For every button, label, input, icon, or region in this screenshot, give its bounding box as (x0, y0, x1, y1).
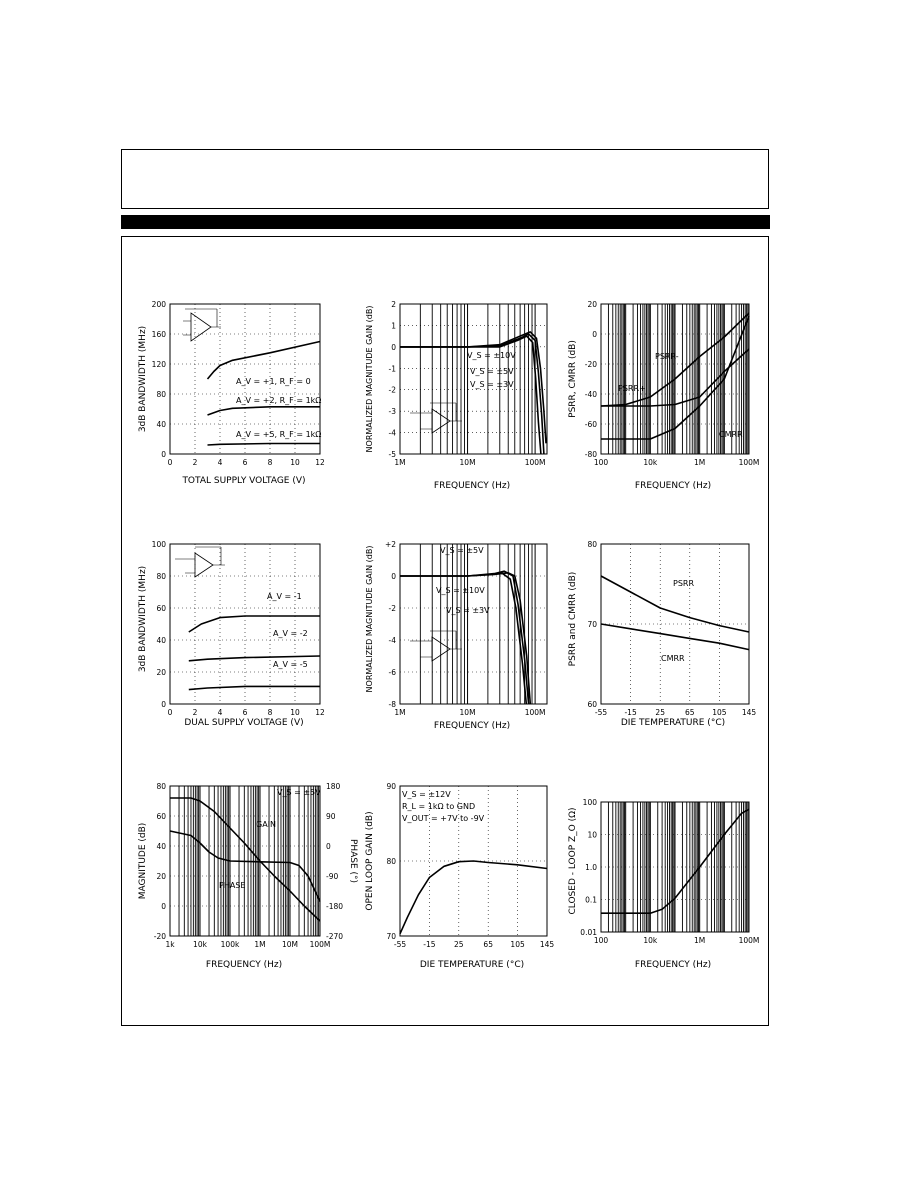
y2-tick-label: -90 (326, 872, 339, 881)
annotation-psrr: PSRR (673, 579, 695, 588)
x-tick-label: 10 (290, 458, 300, 467)
y-tick-label: 120 (151, 360, 166, 369)
y-tick-label: 40 (156, 636, 166, 645)
x-tick-label: 1k (165, 940, 175, 949)
header-box (121, 149, 769, 209)
x-tick-label: 65 (483, 940, 493, 949)
x-axis-label: TOTAL SUPPLY VOLTAGE (V) (182, 476, 306, 486)
annotation-cmrr: CMRR (661, 654, 685, 663)
x-tick-label: 100M (309, 940, 331, 949)
y-axis-label: NORMALIZED MAGNITUDE GAIN (dB) (365, 305, 374, 453)
annotation-rl: R_L = 1kΩ to GND (402, 802, 476, 811)
chart-gain-vs-frequency-supply (360, 295, 565, 495)
x-tick-label: 100 (593, 458, 609, 467)
series-line-3 (208, 444, 321, 446)
x-tick-label: 6 (242, 458, 248, 467)
annotation-gain: GAIN (256, 820, 277, 829)
annotation-av2: A_V = +2, R_F = 1kΩ (236, 396, 322, 405)
y-tick-label: 20 (156, 668, 166, 677)
x-tick-label: 2 (192, 708, 198, 717)
x-tick-label: 25 (655, 708, 665, 717)
y-tick-label: 70 (386, 932, 396, 941)
chart-bandwidth-vs-total-supply (133, 295, 338, 495)
annotation-av-1: A_V = -1 (267, 592, 302, 601)
annotation-psrr-plus: PSRR+ (618, 384, 646, 393)
y-tick-label: -80 (584, 450, 597, 459)
y-axis-label: PSRR, CMRR (dB) (568, 340, 578, 418)
annotation-vs5: V_S = ±5V (440, 546, 484, 555)
y-tick-label: -60 (584, 420, 597, 429)
x-tick-label: -55 (393, 940, 407, 949)
x-axis-label: FREQUENCY (Hz) (433, 721, 511, 731)
y-tick-label: -20 (584, 360, 597, 369)
x-tick-label: 6 (242, 708, 248, 717)
y-tick-label: 20 (587, 300, 597, 309)
y-tick-label: -2 (388, 385, 396, 395)
y-tick-label: 0 (391, 342, 396, 352)
x-tick-label: 1M (694, 458, 706, 467)
chart-gain-phase-vs-frequency (133, 777, 358, 977)
x-tick-label: 1M (394, 708, 406, 717)
x-tick-label: 100 (593, 936, 609, 945)
x-tick-label: 8 (267, 458, 273, 467)
y-axis-label: MAGNITUDE (dB) (138, 822, 148, 900)
x-tick-label: 100M (738, 936, 760, 945)
y-tick-label: 0 (161, 700, 166, 709)
inset-circuit (175, 547, 225, 577)
x-tick-label: 105 (510, 940, 525, 949)
x-tick-label: 0 (167, 708, 173, 717)
y-tick-label: -5 (388, 450, 396, 459)
plot-frame (601, 544, 749, 704)
y-tick-label: 20 (156, 872, 166, 881)
y-tick-label: 100 (582, 798, 597, 807)
y-tick-label: 60 (156, 812, 166, 821)
y-axis-label: NORMALIZED MAGNITUDE GAIN (dB) (365, 545, 374, 693)
y-tick-label: 0.1 (585, 895, 597, 905)
x-tick-label: 4 (217, 458, 223, 467)
y-tick-label: 40 (156, 842, 166, 851)
y-tick-label: +2 (384, 540, 396, 549)
y-tick-label: 0 (161, 902, 166, 911)
y-tick-label: 100 (151, 540, 166, 549)
y-tick-label: 80 (156, 782, 166, 791)
x-tick-label: 4 (217, 708, 223, 717)
chart-psrr-cmrr-vs-frequency (563, 295, 768, 495)
x-axis-label: FREQUENCY (Hz) (634, 481, 712, 491)
series-line-1 (400, 861, 547, 934)
x-tick-label: 10 (290, 708, 300, 717)
annotation-av-2: A_V = -2 (273, 629, 308, 638)
y2-tick-label: -270 (326, 932, 344, 941)
inset-circuit (183, 309, 221, 341)
x-tick-label: 0 (167, 458, 173, 467)
y-tick-label: 1.0 (585, 863, 597, 872)
annotation-av-5: A_V = -5 (273, 660, 308, 669)
inset-circuit (410, 631, 462, 661)
y-tick-label: -6 (388, 668, 396, 677)
y-tick-label: 0 (391, 572, 396, 581)
x-axis-label: DIE TEMPERATURE (°C) (419, 960, 525, 970)
annotation-psrr-minus: PSRR- (655, 352, 679, 361)
x-tick-label: 100k (220, 940, 240, 949)
y-axis-label: CLOSED - LOOP Z_O (Ω) (568, 807, 578, 915)
annotation-vs: V_S = ±5V (277, 788, 321, 797)
y-tick-label: 80 (156, 572, 166, 581)
x-axis-label: FREQUENCY (Hz) (433, 481, 511, 491)
y-tick-label: 80 (156, 390, 166, 399)
series-line-2 (208, 407, 321, 415)
x-axis-label: FREQUENCY (Hz) (205, 960, 283, 970)
x-tick-label: 100M (524, 708, 546, 717)
x-tick-label: 65 (685, 708, 695, 717)
x-tick-label: 1M (394, 458, 406, 467)
annotation-phase: PHASE (219, 881, 246, 890)
y-tick-label: 80 (386, 857, 396, 866)
annotation-vs10: V_S = ±10V (436, 586, 485, 595)
y2-tick-label: 90 (326, 812, 336, 821)
x-tick-label: -15 (624, 708, 637, 717)
chart-open-loop-gain-vs-temperature (360, 777, 565, 977)
x-tick-label: 12 (315, 708, 325, 717)
x-tick-label: 12 (315, 458, 325, 467)
series-line-1 (170, 798, 320, 921)
y-tick-label: 0.01 (580, 928, 597, 937)
series-line-1 (208, 342, 321, 380)
y-tick-label: -40 (584, 390, 597, 399)
y-axis-label: 3dB BANDWIDTH (MHz) (138, 325, 148, 433)
y-axis-label: PSRR and CMRR (dB) (568, 571, 578, 667)
y-tick-label: 0 (592, 330, 597, 339)
annotation-cmrr: CMRR (719, 430, 743, 439)
x-tick-label: 105 (712, 708, 727, 717)
y-axis-label: 3dB BANDWIDTH (MHz) (138, 565, 148, 673)
x-tick-label: 8 (267, 708, 273, 717)
series-line-2 (170, 831, 320, 902)
x-tick-label: 10k (643, 936, 658, 945)
x-axis-label: DIE TEMPERATURE (°C) (620, 718, 726, 728)
annotation-vs3: V_S = ±3V (446, 606, 490, 615)
x-tick-label: 10M (459, 708, 476, 717)
x-tick-label: 145 (539, 940, 555, 949)
y-tick-label: -8 (388, 700, 396, 709)
annotation-vs3: V_S = ±3V (470, 380, 514, 389)
y-tick-label: 90 (386, 782, 396, 791)
y-tick-label: 0 (161, 450, 166, 459)
x-tick-label: 1M (694, 936, 706, 945)
y2-tick-label: -180 (326, 902, 344, 911)
y-tick-label: 1 (391, 321, 396, 331)
annotation-av5: A_V = +5, R_F = 1kΩ (236, 430, 322, 439)
x-axis-label: DUAL SUPPLY VOLTAGE (V) (184, 718, 304, 728)
x-tick-label: 10k (193, 940, 207, 949)
x-tick-label: -55 (594, 708, 608, 717)
series-line-3 (189, 686, 320, 689)
x-axis-label: FREQUENCY (Hz) (634, 960, 712, 970)
y-tick-label: 200 (151, 300, 166, 309)
y-tick-label: 60 (587, 700, 597, 709)
y-tick-label: -2 (388, 604, 396, 613)
y-axis-label: OPEN LOOP GAIN (dB) (365, 811, 375, 911)
x-tick-label: 10M (459, 458, 476, 467)
y-tick-label: 160 (151, 330, 166, 339)
chart-gain-vs-frequency-supply-2 (360, 535, 565, 735)
y-tick-label: -3 (388, 407, 396, 417)
chart-psrr-cmrr-vs-temperature (563, 535, 768, 735)
y-tick-label: 70 (587, 620, 597, 629)
chart-bandwidth-vs-dual-supply (133, 535, 338, 735)
y-tick-label: -4 (388, 636, 396, 645)
annotation-vs: V_S = ±12V (402, 790, 451, 799)
inset-circuit (410, 403, 462, 433)
y-tick-label: -4 (388, 428, 396, 438)
title-bar (121, 215, 770, 229)
annotation-vs5: V_S = ±5V (470, 367, 514, 376)
y-tick-label: -20 (153, 932, 166, 941)
x-tick-label: 10k (643, 458, 658, 467)
y2-tick-label: 180 (326, 782, 341, 791)
y2-axis-label: PHASE (°) (348, 838, 358, 884)
x-tick-label: 10M (281, 940, 299, 949)
x-tick-label: 100M (738, 458, 760, 467)
y-tick-label: 80 (587, 540, 597, 549)
y-tick-label: 10 (587, 830, 597, 840)
x-tick-label: 1M (254, 940, 266, 949)
x-tick-label: 25 (454, 940, 464, 949)
x-tick-label: 145 (741, 708, 757, 717)
x-tick-label: 2 (192, 458, 198, 467)
y-tick-label: -1 (388, 364, 396, 374)
annotation-vout: V_OUT = +7V to -9V (402, 814, 485, 823)
y2-tick-label: 0 (326, 842, 331, 851)
y-tick-label: 40 (156, 420, 166, 429)
chart-closed-loop-zo-vs-frequency (563, 777, 768, 977)
annotation-vs10: V_S = ±10V (467, 351, 516, 360)
annotation-av1: A_V = +1, R_F = 0 (236, 377, 311, 386)
x-tick-label: -15 (423, 940, 436, 949)
y-tick-label: 2 (391, 300, 396, 309)
x-tick-label: 100M (524, 458, 546, 467)
y-tick-label: 60 (156, 604, 166, 613)
